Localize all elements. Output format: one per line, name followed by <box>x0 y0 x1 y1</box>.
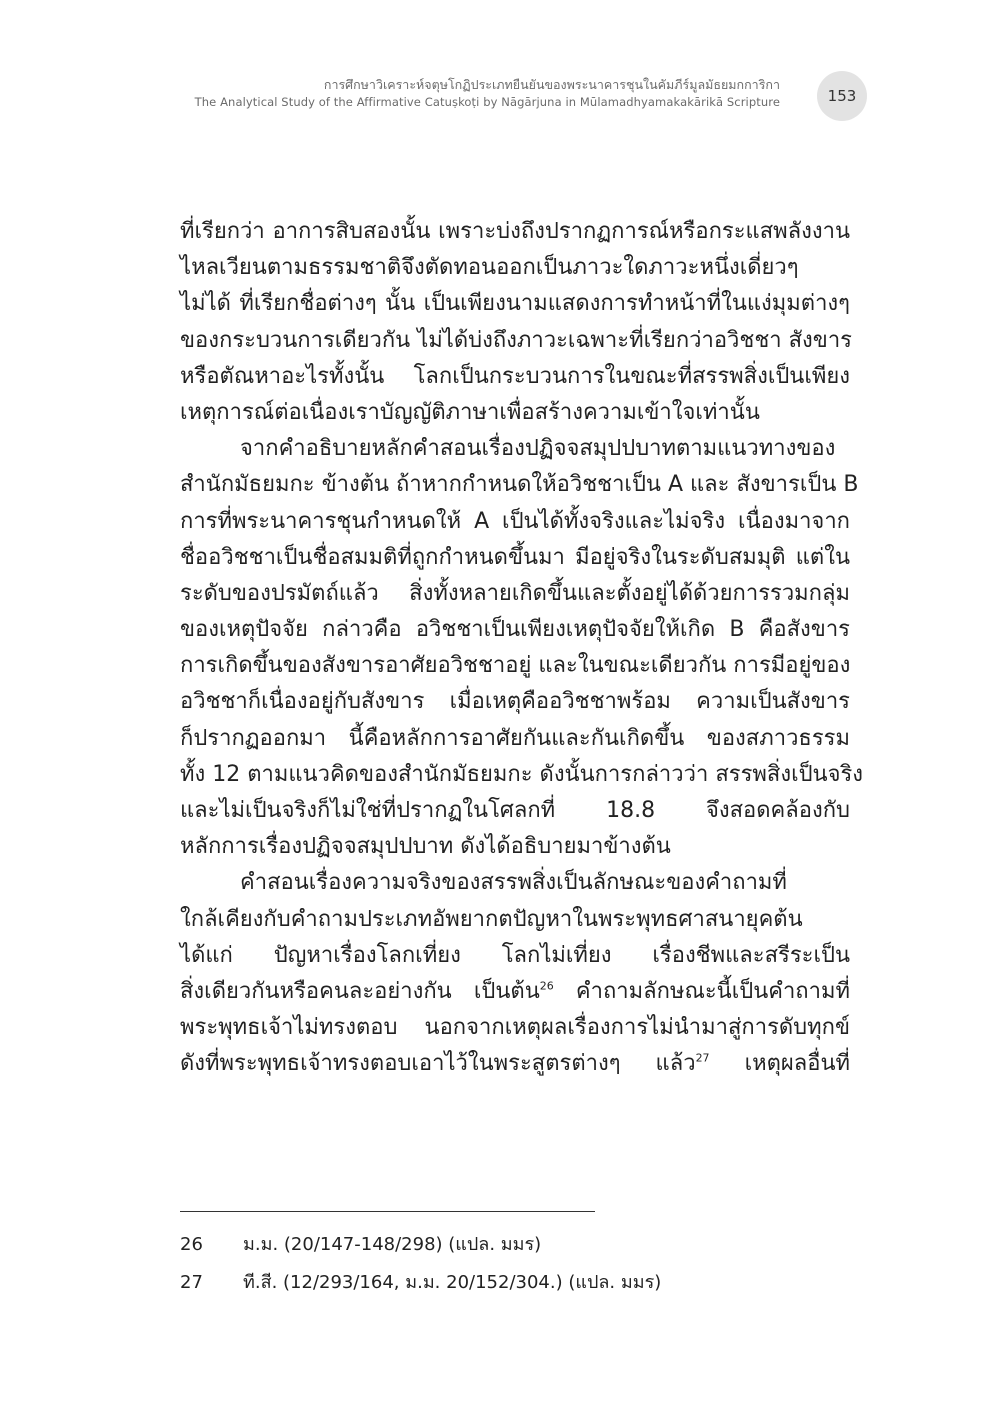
footnote-text: ที.สี. (12/293/164, ม.ม. 20/152/304.) (แปล. มมร) <box>243 1272 662 1293</box>
running-header-english-title: The Analytical Study of the Affirmative Catuṣkoṭi by Nāgārjuna in Mūlamadhyamakakārikā Scripture <box>194 95 780 109</box>
text-line: ก็ปรากฏออกมา นี้คือหลักการอาศัยกันและกันเกิดขึ้น ของสภาวธรรม <box>180 725 850 751</box>
footnote-ref-27[interactable]: 27 <box>695 1051 710 1065</box>
text-line: เหตุการณ์ต่อเนื่องเราบัญญัติภาษาเพื่อสร้างความเข้าใจเท่านั้น <box>180 399 760 425</box>
text-segment: สิ่งเดียวกันหรือคนละอย่างกัน เป็นต้น <box>180 978 540 1004</box>
text-segment: คำถามลักษณะนี้เป็นคำถามที่ <box>553 978 850 1004</box>
text-line: ไหลเวียนตามธรรมชาติจึงตัดทอนออกเป็นภาวะใดภาวะหนึ่งเดี่ยวๆ <box>180 255 799 281</box>
running-header-thai-title: การศึกษาวิเคราะห์จตุษโกฏิประเภทยืนยันของพระนาคารชุนในคัมภีร์มูลมัธยมกการิกา <box>323 77 780 92</box>
body-text <box>180 214 864 1083</box>
running-header <box>195 76 780 110</box>
text-line: และไม่เป็นจริงก็ไม่ใช่ที่ปรากฏในโศลกที่ 18.8 จึงสอดคล้องกับ <box>180 798 850 823</box>
text-line: พระพุทธเจ้าไม่ทรงตอบ นอกจากเหตุผลเรื่องการไม่นำมาสู่การดับทุกข์ <box>180 1015 850 1041</box>
page-number: 153 <box>827 87 857 105</box>
text-line: ไม่ได้ ที่เรียกชื่อต่างๆ นั้น เป็นเพียงนามแสดงการทำหน้าที่ในแง่มุมต่างๆ <box>180 291 850 317</box>
text-line <box>180 974 850 1010</box>
text-line: คำสอนเรื่องความจริงของสรรพสิ่งเป็นลักษณะของคำถามที่ <box>240 870 787 896</box>
text-line: ที่เรียกว่า อาการสิบสองนั้น เพราะบ่งถึงปรากฏการณ์หรือกระแสพลังงาน <box>180 219 850 244</box>
footnote-27 <box>180 1270 840 1308</box>
text-line: การเกิดขึ้นของสังขารอาศัยอวิชชาอยู่ และในขณะเดียวกัน การมีอยู่ของ <box>180 653 851 679</box>
footnotes <box>180 1232 840 1308</box>
text-line: สำนักมัธยมกะ ข้างต้น ถ้าหากกำหนดให้อวิชชาเป็น A และ สังขารเป็น B <box>180 472 859 498</box>
text-line: ทั้ง 12 ตามแนวคิดของสำนักมัธยมกะ ดังนั้นการกล่าวว่า สรรพสิ่งเป็นจริง <box>180 761 864 787</box>
text-line: ระดับของปรมัตถ์แล้ว สิ่งทั้งหลายเกิดขึ้นและตั้งอยู่ได้ด้วยการรวมกลุ่ม <box>180 580 850 606</box>
page-number-badge <box>817 71 867 121</box>
text-line: ใกล้เคียงกับคำถามประเภทอัพยากตปัญหาในพระพุทธศาสนายุคต้น <box>180 906 803 932</box>
footnote-ref-26[interactable]: 26 <box>539 979 554 993</box>
text-line: ของเหตุปัจจัย กล่าวคือ อวิชชาเป็นเพียงเหตุปัจจัยให้เกิด B คือสังขาร <box>180 617 850 643</box>
footnote-26 <box>180 1232 840 1270</box>
footnote-text: ม.ม. (20/147-148/298) (แปล. มมร) <box>243 1234 542 1255</box>
text-segment: เหตุผลอื่นที่ <box>709 1051 850 1077</box>
text-line: การที่พระนาคารชุนกำหนดให้ A เป็นได้ทั้งจริงและไม่จริง เนื่องมาจาก <box>180 508 850 534</box>
footnote-number: 27 <box>180 1272 203 1293</box>
footnote-number: 26 <box>180 1234 203 1255</box>
text-segment: ดังที่พระพุทธเจ้าทรงตอบเอาไว้ในพระสูตรต่างๆ แล้ว <box>180 1051 696 1077</box>
text-line <box>180 1046 850 1082</box>
text-line: ของกระบวนการเดียวกัน ไม่ได้บ่งถึงภาวะเฉพาะที่เรียกว่าอวิชชา สังขาร <box>180 327 852 353</box>
text-line: หรือตัณหาอะไรทั้งนั้น โลกเป็นกระบวนการในขณะที่สรรพสิ่งเป็นเพียง <box>180 363 850 389</box>
text-line: จากคำอธิบายหลักคำสอนเรื่องปฏิจจสมุปปบาทตามแนวทางของ <box>240 436 836 462</box>
text-line: หลักการเรื่องปฏิจจสมุปปบาท ดังได้อธิบายมาข้างต้น <box>180 834 671 860</box>
text-line: อวิชชาก็เนื่องอยู่กับสังขาร เมื่อเหตุคืออวิชชาพร้อม ความเป็นสังขาร <box>180 689 850 715</box>
text-line: ได้แก่ ปัญหาเรื่องโลกเที่ยง โลกไม่เที่ยง เรื่องชีพและสรีระเป็น <box>180 942 850 968</box>
footnote-divider <box>180 1211 595 1212</box>
text-line: ชื่ออวิชชาเป็นชื่อสมมติที่ถูกกำหนดขึ้นมา มีอยู่จริงในระดับสมมุติ แต่ใน <box>180 544 850 570</box>
